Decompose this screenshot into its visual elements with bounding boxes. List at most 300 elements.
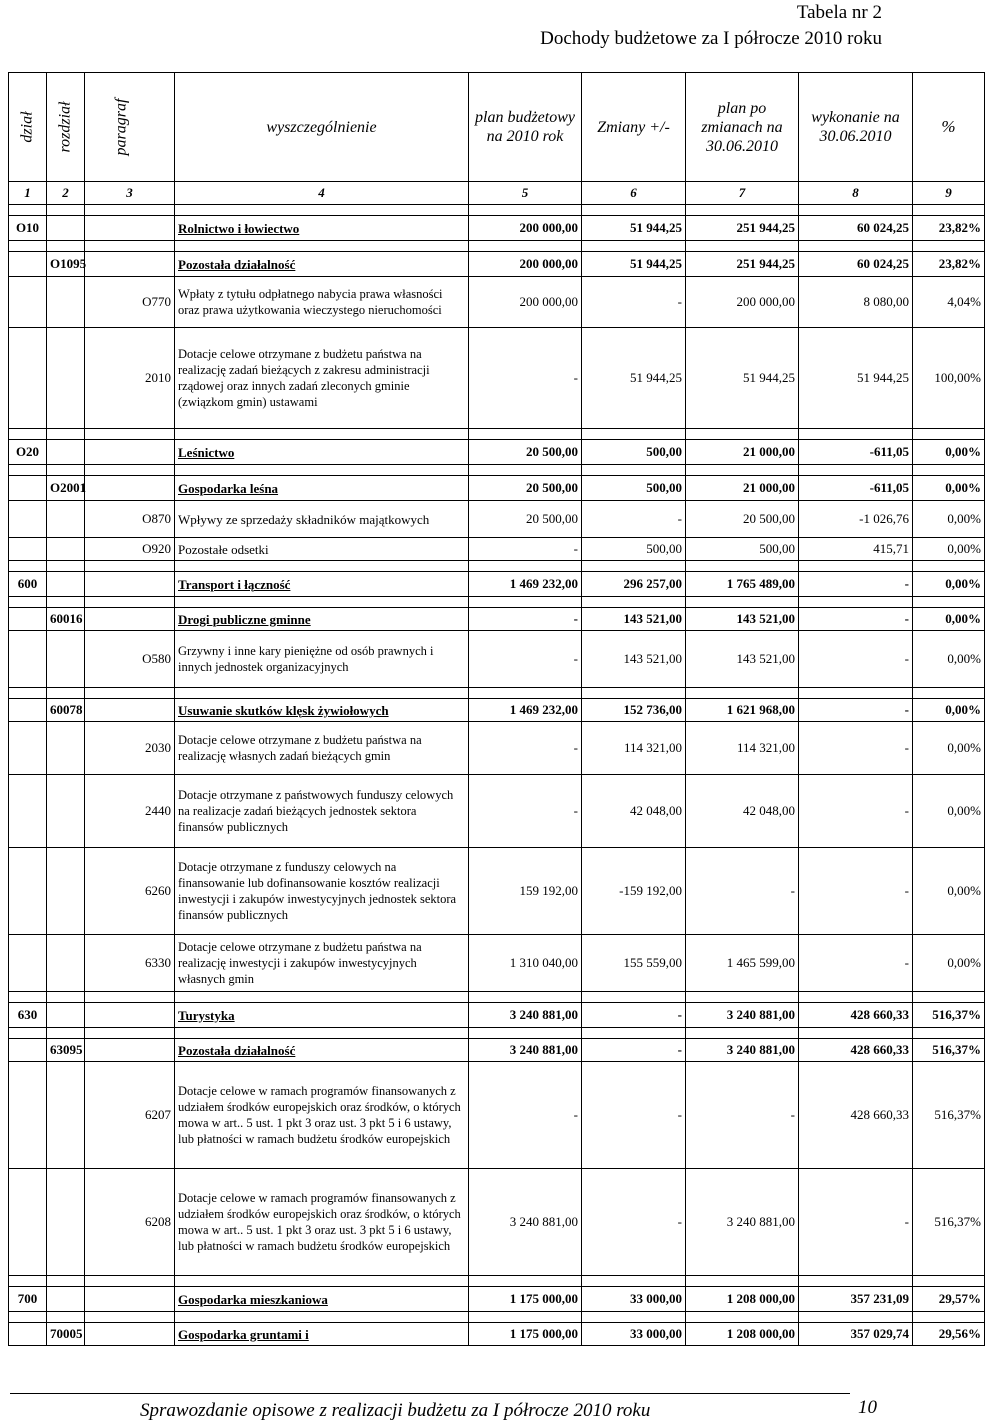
cell-pct: 0,00%	[913, 722, 985, 775]
spacer-cell	[686, 465, 799, 476]
cell-paragraf: 2440	[85, 775, 175, 848]
cell-pct: 29,56%	[913, 1323, 985, 1346]
spacer-cell	[175, 241, 469, 252]
cell-pct: 4,04%	[913, 277, 985, 328]
spacer-cell	[85, 597, 175, 608]
cell-paragraf: O770	[85, 277, 175, 328]
cell-plan-po: 251 944,25	[686, 216, 799, 241]
cell-dzial	[9, 699, 47, 722]
spacer-row	[9, 688, 985, 699]
cell-zmiany: 143 521,00	[582, 608, 686, 631]
spacer-row	[9, 465, 985, 476]
cell-dzial: 630	[9, 1003, 47, 1028]
cell-wykonanie: 60 024,25	[799, 252, 913, 277]
cell-dzial	[9, 538, 47, 561]
spacer-cell	[175, 1312, 469, 1323]
section-row	[9, 1003, 985, 1028]
spacer-cell	[913, 561, 985, 572]
header-row	[9, 73, 985, 182]
cell-desc: Gospodarka leśna	[175, 476, 469, 501]
cell-desc: Dotacje celowe w ramach programów finansowanych z udziałem środków europejskich oraz środków, o których mowa w art.. 5 ust. 1 pkt 3 oraz ust. 3 pkt 5 i 6 ustawy, lub płatności w ramach budżetu środków europejskich	[175, 1169, 469, 1276]
spacer-row	[9, 1312, 985, 1323]
cell-desc: Wpłaty z tytułu odpłatnego nabycia prawa własności oraz prawa użytkowania wieczystego nieruchomości	[175, 277, 469, 328]
cell-plan-po: 3 240 881,00	[686, 1169, 799, 1276]
spacer-cell	[582, 465, 686, 476]
spacer-cell	[469, 1276, 582, 1287]
footer-rule	[10, 1393, 850, 1394]
spacer-cell	[9, 597, 47, 608]
cell-paragraf	[85, 216, 175, 241]
cell-pct: 516,37%	[913, 1003, 985, 1028]
header-dzial: dział	[9, 73, 47, 182]
col-num: 2	[47, 182, 85, 205]
cell-wykonanie: -	[799, 722, 913, 775]
spacer-cell	[9, 1312, 47, 1323]
cell-plan: 200 000,00	[469, 277, 582, 328]
spacer-cell	[469, 597, 582, 608]
spacer-cell	[47, 561, 85, 572]
cell-desc: Grzywny i inne kary pieniężne od osób prawnych i innych jednostek organizacyjnych	[175, 631, 469, 688]
spacer-cell	[85, 205, 175, 216]
spacer-cell	[582, 429, 686, 440]
cell-dzial	[9, 848, 47, 935]
spacer-cell	[469, 561, 582, 572]
cell-plan-po: 3 240 881,00	[686, 1039, 799, 1062]
chapter-row	[9, 699, 985, 722]
cell-wykonanie: 428 660,33	[799, 1003, 913, 1028]
cell-plan: 3 240 881,00	[469, 1039, 582, 1062]
cell-plan: 1 469 232,00	[469, 699, 582, 722]
cell-paragraf: 6260	[85, 848, 175, 935]
cell-rozdzial	[47, 935, 85, 992]
spacer-cell	[85, 1312, 175, 1323]
col-num: 4	[175, 182, 469, 205]
spacer-cell	[175, 992, 469, 1003]
cell-plan: -	[469, 631, 582, 688]
cell-rozdzial	[47, 848, 85, 935]
cell-desc: Pozostała działalność	[175, 252, 469, 277]
cell-wykonanie: 8 080,00	[799, 277, 913, 328]
cell-desc: Usuwanie skutków klęsk żywiołowych	[175, 699, 469, 722]
spacer-row	[9, 992, 985, 1003]
cell-paragraf: 6208	[85, 1169, 175, 1276]
header-wykonanie: wykonanie na 30.06.2010	[799, 73, 913, 182]
spacer-cell	[175, 465, 469, 476]
cell-zmiany: 500,00	[582, 476, 686, 501]
cell-rozdzial: 70005	[47, 1323, 85, 1346]
footer-text: Sprawozdanie opisowe z realizacji budżetu za I półrocze 2010 roku	[140, 1400, 651, 1421]
spacer-cell	[799, 465, 913, 476]
cell-rozdzial: O1095	[47, 252, 85, 277]
spacer-row	[9, 597, 985, 608]
cell-desc: Gospodarka mieszkaniowa	[175, 1287, 469, 1312]
cell-zmiany: -	[582, 277, 686, 328]
col-num: 8	[799, 182, 913, 205]
col-num: 7	[686, 182, 799, 205]
cell-wykonanie: -	[799, 572, 913, 597]
spacer-row	[9, 241, 985, 252]
spacer-cell	[85, 992, 175, 1003]
spacer-cell	[175, 1276, 469, 1287]
cell-dzial	[9, 631, 47, 688]
cell-plan: 1 175 000,00	[469, 1323, 582, 1346]
spacer-cell	[686, 992, 799, 1003]
cell-dzial	[9, 501, 47, 538]
cell-plan-po: 143 521,00	[686, 608, 799, 631]
cell-rozdzial: 63095	[47, 1039, 85, 1062]
item-row	[9, 501, 985, 538]
cell-wykonanie: -	[799, 1169, 913, 1276]
cell-desc: Dotacje otrzymane z państwowych funduszy celowych na realizacje zadań bieżących jednostek sektora finansów publicznych	[175, 775, 469, 848]
spacer-cell	[686, 1028, 799, 1039]
spacer-cell	[913, 1276, 985, 1287]
cell-plan: -	[469, 538, 582, 561]
cell-plan-po: 21 000,00	[686, 440, 799, 465]
cell-paragraf: O920	[85, 538, 175, 561]
cell-wykonanie: -	[799, 848, 913, 935]
cell-plan: 3 240 881,00	[469, 1003, 582, 1028]
cell-zmiany: 42 048,00	[582, 775, 686, 848]
spacer-cell	[47, 205, 85, 216]
cell-zmiany: 152 736,00	[582, 699, 686, 722]
cell-zmiany: 114 321,00	[582, 722, 686, 775]
cell-plan: 200 000,00	[469, 216, 582, 241]
cell-rozdzial	[47, 538, 85, 561]
cell-paragraf	[85, 699, 175, 722]
cell-plan-po: 21 000,00	[686, 476, 799, 501]
spacer-cell	[686, 1276, 799, 1287]
table-number: Tabela nr 2	[796, 2, 882, 23]
cell-wykonanie: 428 660,33	[799, 1039, 913, 1062]
spacer-cell	[85, 465, 175, 476]
cell-dzial	[9, 277, 47, 328]
spacer-cell	[469, 205, 582, 216]
spacer-cell	[686, 429, 799, 440]
spacer-cell	[913, 688, 985, 699]
cell-pct: 0,00%	[913, 848, 985, 935]
cell-pct: 0,00%	[913, 440, 985, 465]
spacer-cell	[47, 688, 85, 699]
cell-pct: 0,00%	[913, 775, 985, 848]
spacer-cell	[47, 992, 85, 1003]
spacer-cell	[9, 1276, 47, 1287]
cell-paragraf	[85, 1323, 175, 1346]
section-row	[9, 216, 985, 241]
cell-wykonanie: -	[799, 608, 913, 631]
cell-plan-po: 143 521,00	[686, 631, 799, 688]
cell-plan: -	[469, 1062, 582, 1169]
cell-desc: Pozostała działalność	[175, 1039, 469, 1062]
col-num: 6	[582, 182, 686, 205]
spacer-cell	[799, 429, 913, 440]
cell-pct: 23,82%	[913, 252, 985, 277]
cell-pct: 0,00%	[913, 699, 985, 722]
col-num: 9	[913, 182, 985, 205]
spacer-cell	[9, 1028, 47, 1039]
cell-zmiany: 500,00	[582, 440, 686, 465]
cell-desc: Wpływy ze sprzedaży składników majątkowych	[175, 501, 469, 538]
cell-pct: 23,82%	[913, 216, 985, 241]
cell-paragraf	[85, 608, 175, 631]
cell-paragraf	[85, 1287, 175, 1312]
spacer-cell	[175, 429, 469, 440]
table-body	[9, 205, 985, 1346]
spacer-cell	[85, 429, 175, 440]
cell-dzial	[9, 775, 47, 848]
cell-zmiany: 296 257,00	[582, 572, 686, 597]
cell-desc: Dotacje celowe otrzymane z budżetu państwa na realizację inwestycji i zakupów inwestycyjnych własnych gmin	[175, 935, 469, 992]
spacer-cell	[582, 561, 686, 572]
cell-paragraf	[85, 1039, 175, 1062]
cell-rozdzial	[47, 1287, 85, 1312]
chapter-row	[9, 476, 985, 501]
cell-plan-po: 20 500,00	[686, 501, 799, 538]
spacer-cell	[469, 241, 582, 252]
cell-zmiany: 155 559,00	[582, 935, 686, 992]
cell-rozdzial	[47, 328, 85, 429]
spacer-cell	[686, 688, 799, 699]
chapter-row	[9, 252, 985, 277]
chapter-row	[9, 1039, 985, 1062]
title-block	[540, 0, 882, 52]
cell-desc: Dotacje celowe w ramach programów finansowanych z udziałem środków europejskich oraz środków, o których mowa w art.. 5 ust. 1 pkt 3 oraz ust. 3 pkt 5 i 6 ustawy, lub płatności w ramach budżetu środków europejskich	[175, 1062, 469, 1169]
cell-plan-po: -	[686, 848, 799, 935]
cell-plan-po: 1 765 489,00	[686, 572, 799, 597]
cell-desc: Leśnictwo	[175, 440, 469, 465]
cell-wykonanie: -	[799, 631, 913, 688]
spacer-cell	[85, 688, 175, 699]
cell-pct: 0,00%	[913, 608, 985, 631]
cell-rozdzial	[47, 775, 85, 848]
cell-dzial	[9, 935, 47, 992]
spacer-cell	[9, 688, 47, 699]
spacer-cell	[582, 1028, 686, 1039]
spacer-cell	[175, 1028, 469, 1039]
cell-plan-po: 51 944,25	[686, 328, 799, 429]
item-row	[9, 1169, 985, 1276]
cell-rozdzial	[47, 440, 85, 465]
cell-dzial: O10	[9, 216, 47, 241]
page-number: 10	[858, 1397, 877, 1418]
cell-rozdzial	[47, 501, 85, 538]
cell-dzial: 600	[9, 572, 47, 597]
spacer-cell	[469, 688, 582, 699]
cell-paragraf: 6330	[85, 935, 175, 992]
cell-pct: 0,00%	[913, 935, 985, 992]
cell-pct: 0,00%	[913, 538, 985, 561]
cell-rozdzial	[47, 631, 85, 688]
item-row	[9, 848, 985, 935]
spacer-cell	[799, 205, 913, 216]
spacer-cell	[85, 1028, 175, 1039]
cell-rozdzial	[47, 216, 85, 241]
chapter-row	[9, 608, 985, 631]
cell-wykonanie: -611,05	[799, 476, 913, 501]
cell-paragraf	[85, 572, 175, 597]
cell-zmiany: 33 000,00	[582, 1323, 686, 1346]
col-num: 3	[85, 182, 175, 205]
cell-rozdzial	[47, 722, 85, 775]
col-num: 5	[469, 182, 582, 205]
item-row	[9, 538, 985, 561]
spacer-cell	[582, 688, 686, 699]
spacer-cell	[686, 597, 799, 608]
cell-rozdzial	[47, 1169, 85, 1276]
cell-desc: Turystyka	[175, 1003, 469, 1028]
spacer-cell	[9, 241, 47, 252]
cell-plan: 1 469 232,00	[469, 572, 582, 597]
cell-plan-po: 114 321,00	[686, 722, 799, 775]
cell-pct: 0,00%	[913, 631, 985, 688]
item-row	[9, 935, 985, 992]
spacer-row	[9, 205, 985, 216]
cell-wykonanie: 357 231,09	[799, 1287, 913, 1312]
cell-dzial	[9, 1039, 47, 1062]
cell-plan-po: 1 208 000,00	[686, 1287, 799, 1312]
cell-zmiany: 33 000,00	[582, 1287, 686, 1312]
spacer-cell	[469, 1312, 582, 1323]
cell-wykonanie: -1 026,76	[799, 501, 913, 538]
cell-pct: 100,00%	[913, 328, 985, 429]
cell-plan: 200 000,00	[469, 252, 582, 277]
spacer-cell	[9, 205, 47, 216]
cell-zmiany: -	[582, 501, 686, 538]
header-pct: %	[913, 73, 985, 182]
cell-rozdzial: 60078	[47, 699, 85, 722]
spacer-cell	[9, 465, 47, 476]
cell-pct: 0,00%	[913, 501, 985, 538]
cell-wykonanie: 415,71	[799, 538, 913, 561]
spacer-cell	[47, 429, 85, 440]
cell-desc: Pozostałe odsetki	[175, 538, 469, 561]
spacer-cell	[175, 597, 469, 608]
header-zmiany: Zmiany +/-	[582, 73, 686, 182]
cell-zmiany: 51 944,25	[582, 328, 686, 429]
cell-plan-po: 1 465 599,00	[686, 935, 799, 992]
cell-rozdzial	[47, 277, 85, 328]
cell-dzial	[9, 1169, 47, 1276]
cell-pct: 516,37%	[913, 1062, 985, 1169]
cell-pct: 0,00%	[913, 476, 985, 501]
cell-desc: Dotacje celowe otrzymane z budżetu państwa na realizację własnych zadań bieżących gmin	[175, 722, 469, 775]
cell-dzial	[9, 1323, 47, 1346]
spacer-cell	[913, 241, 985, 252]
cell-plan-po: 251 944,25	[686, 252, 799, 277]
spacer-cell	[913, 992, 985, 1003]
item-row	[9, 328, 985, 429]
header-wyszczegolnienie: wyszczególnienie	[175, 73, 469, 182]
spacer-cell	[582, 1312, 686, 1323]
header-plan-po: plan po zmianach na 30.06.2010	[686, 73, 799, 182]
spacer-cell	[913, 465, 985, 476]
cell-zmiany: -	[582, 1062, 686, 1169]
cell-pct: 0,00%	[913, 572, 985, 597]
header-plan: plan budżetowy na 2010 rok	[469, 73, 582, 182]
cell-plan: -	[469, 722, 582, 775]
cell-pct: 29,57%	[913, 1287, 985, 1312]
cell-plan: 20 500,00	[469, 476, 582, 501]
spacer-cell	[47, 1312, 85, 1323]
header-rozdzial: rozdział	[47, 73, 85, 182]
cell-paragraf: 2030	[85, 722, 175, 775]
spacer-cell	[9, 992, 47, 1003]
cell-plan-po: 42 048,00	[686, 775, 799, 848]
cell-pct: 516,37%	[913, 1039, 985, 1062]
cell-wykonanie: -611,05	[799, 440, 913, 465]
cell-desc: Dotacje celowe otrzymane z budżetu państwa na realizację zadań bieżących z zakresu administracji rządowej oraz innych zadań zleconych gminie (związkom gmin) ustawami	[175, 328, 469, 429]
chapter-row	[9, 1323, 985, 1346]
cell-paragraf	[85, 252, 175, 277]
cell-plan: -	[469, 775, 582, 848]
spacer-cell	[799, 597, 913, 608]
cell-plan-po: -	[686, 1062, 799, 1169]
cell-zmiany: 51 944,25	[582, 216, 686, 241]
spacer-cell	[47, 241, 85, 252]
spacer-cell	[799, 1028, 913, 1039]
spacer-cell	[582, 992, 686, 1003]
spacer-cell	[913, 429, 985, 440]
cell-wykonanie: -	[799, 699, 913, 722]
item-row	[9, 722, 985, 775]
cell-paragraf: 6207	[85, 1062, 175, 1169]
cell-rozdzial: O2001	[47, 476, 85, 501]
cell-wykonanie: 51 944,25	[799, 328, 913, 429]
cell-paragraf	[85, 440, 175, 465]
cell-wykonanie: 60 024,25	[799, 216, 913, 241]
spacer-cell	[799, 561, 913, 572]
spacer-cell	[799, 688, 913, 699]
spacer-cell	[469, 992, 582, 1003]
budget-table	[8, 72, 985, 1346]
cell-zmiany: 51 944,25	[582, 252, 686, 277]
spacer-cell	[47, 1028, 85, 1039]
spacer-cell	[469, 1028, 582, 1039]
spacer-cell	[582, 205, 686, 216]
cell-pct: 516,37%	[913, 1169, 985, 1276]
cell-paragraf	[85, 476, 175, 501]
col-num: 1	[9, 182, 47, 205]
section-row	[9, 440, 985, 465]
cell-rozdzial	[47, 572, 85, 597]
cell-dzial	[9, 608, 47, 631]
cell-plan-po: 1 208 000,00	[686, 1323, 799, 1346]
cell-plan: 3 240 881,00	[469, 1169, 582, 1276]
cell-paragraf: 2010	[85, 328, 175, 429]
cell-plan-po: 500,00	[686, 538, 799, 561]
spacer-cell	[9, 561, 47, 572]
cell-wykonanie: 428 660,33	[799, 1062, 913, 1169]
spacer-cell	[799, 1276, 913, 1287]
spacer-cell	[47, 465, 85, 476]
cell-plan: 20 500,00	[469, 440, 582, 465]
spacer-cell	[686, 1312, 799, 1323]
spacer-cell	[175, 688, 469, 699]
spacer-cell	[175, 205, 469, 216]
cell-paragraf: O580	[85, 631, 175, 688]
spacer-cell	[9, 429, 47, 440]
cell-paragraf: O870	[85, 501, 175, 538]
spacer-row	[9, 561, 985, 572]
spacer-cell	[47, 597, 85, 608]
cell-plan-po: 200 000,00	[686, 277, 799, 328]
cell-plan: -	[469, 328, 582, 429]
spacer-cell	[913, 1312, 985, 1323]
spacer-cell	[85, 241, 175, 252]
cell-zmiany: -	[582, 1169, 686, 1276]
cell-paragraf	[85, 1003, 175, 1028]
cell-zmiany: 143 521,00	[582, 631, 686, 688]
spacer-cell	[175, 561, 469, 572]
